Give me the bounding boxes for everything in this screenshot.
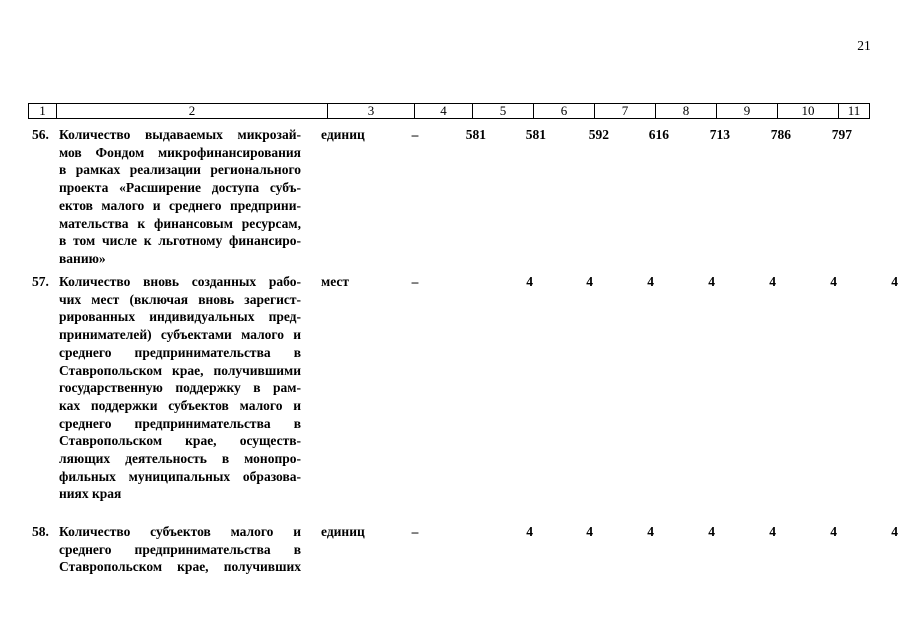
page-number: 21 — [857, 38, 871, 53]
indicator-name-line: ванию» — [59, 250, 106, 266]
value-cell: 4 — [769, 274, 776, 289]
indicator-name-line: ниях края — [59, 486, 122, 502]
value-cell: 4 — [647, 524, 654, 539]
indicator-name-line: ектов малого и среднего предприни- — [59, 197, 301, 213]
col4-value: – — [411, 127, 419, 142]
value-cell: 581 — [465, 127, 486, 142]
indicator-name-line: Ставропольском крае, получивших — [59, 559, 301, 575]
indicator-name-line: ляющих деятельность в монопро- — [59, 451, 301, 467]
indicator-name — [59, 523, 301, 576]
indicator-name — [59, 273, 301, 503]
indicator-name-line: Ставропольском крае, осуществ- — [59, 433, 301, 449]
indicator-name-line: в рамках реализации регионального — [59, 162, 301, 178]
header-cell-6: 6 — [533, 104, 594, 118]
unit-of-measure: единиц — [321, 127, 365, 142]
indicator-name-line: мов Фондом микрофинансирования — [59, 144, 301, 160]
value-cell: 4 — [647, 274, 654, 289]
value-cell: 4 — [526, 524, 533, 539]
value-cell: 592 — [588, 127, 609, 142]
header-cell-9: 9 — [716, 104, 777, 118]
table-header-row — [28, 103, 870, 119]
indicator-name-line: Ставропольском крае, получившими — [59, 362, 301, 378]
unit-of-measure: мест — [321, 274, 349, 289]
header-cell-10: 10 — [777, 104, 838, 118]
indicator-name-line: среднего предпринимательства в — [59, 541, 301, 557]
indicator-name-line: принимателей) субъектами малого и — [59, 327, 301, 343]
indicator-name-line: в том числе к льготному финансиро- — [59, 233, 301, 249]
value-cell: 581 — [525, 127, 546, 142]
value-cell: 4 — [891, 524, 898, 539]
indicator-name-line: среднего предпринимательства в — [59, 344, 301, 360]
col4-value: – — [411, 524, 419, 539]
unit-of-measure: единиц — [321, 524, 365, 539]
indicator-name-line: мательства к финансовым ресурсам, — [59, 215, 301, 231]
indicator-name-line: государственную поддержку в рам- — [59, 380, 301, 396]
indicator-name-line: ках поддержки субъектов малого и — [59, 397, 301, 413]
indicator-name-line: Количество вновь созданных рабо- — [59, 274, 301, 289]
value-cell: 4 — [526, 274, 533, 289]
header-cell-2: 2 — [56, 104, 327, 118]
indicator-name-line: фильных муниципальных образова- — [59, 468, 301, 484]
row-number: 57. — [32, 274, 49, 289]
header-cell-3: 3 — [327, 104, 414, 118]
value-cell: 4 — [891, 274, 898, 289]
value-cell: 4 — [586, 274, 593, 289]
indicator-name-line: среднего предпринимательства в — [59, 415, 301, 431]
value-cell: 4 — [586, 524, 593, 539]
value-cell: 616 — [648, 127, 669, 142]
value-cell: 797 — [831, 127, 852, 142]
col4-value: – — [411, 274, 419, 289]
header-cell-5: 5 — [472, 104, 533, 118]
value-cell: 4 — [708, 524, 715, 539]
indicator-name-line: проекта «Расширение доступа субъ- — [59, 180, 301, 196]
header-cell-4: 4 — [414, 104, 472, 118]
row-number: 58. — [32, 524, 49, 539]
header-cell-8: 8 — [655, 104, 716, 118]
indicator-name-line: рированных индивидуальных пред- — [59, 309, 301, 325]
value-cell: 713 — [709, 127, 730, 142]
value-cell: 4 — [830, 524, 837, 539]
indicator-name-line: Количество выдаваемых микрозай- — [59, 127, 301, 142]
header-cell-1: 1 — [39, 103, 46, 118]
indicator-name-line: Количество субъектов малого и — [59, 524, 301, 539]
indicator-name — [59, 126, 301, 268]
value-cell: 786 — [770, 127, 791, 142]
header-cell-7: 7 — [594, 104, 655, 118]
header-cell-11: 11 — [838, 104, 869, 118]
value-cell: 4 — [830, 274, 837, 289]
row-number: 56. — [32, 127, 49, 142]
value-cell: 4 — [769, 524, 776, 539]
value-cell: 4 — [708, 274, 715, 289]
indicator-name-line: чих мест (включая вновь зарегист- — [59, 291, 301, 307]
